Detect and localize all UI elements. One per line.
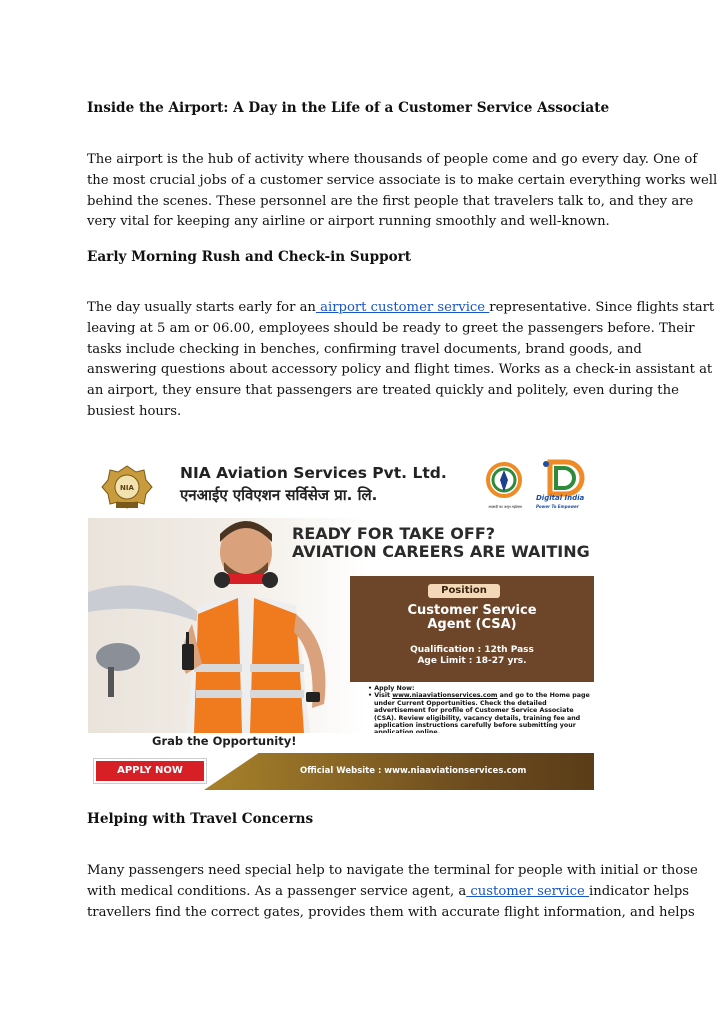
section1-line: busiest hours. (87, 403, 182, 419)
intro-line: behind the scenes. These personnel are the first people that travelers talk to, and they are (87, 193, 694, 209)
age-limit-text: Age Limit : 18-27 yrs. (417, 656, 527, 666)
application-instructions (368, 685, 590, 737)
company-name-en: NIA Aviation Services Pvt. Ltd. (180, 464, 447, 482)
headline-line-1: READY FOR TAKE OFF? (292, 524, 496, 543)
section1-line: an airport, they ensure that passengers are treated quickly and politely, even during the (87, 383, 679, 399)
text: with medical conditions. As a passenger service agent, a (87, 883, 467, 899)
intro-paragraph (87, 150, 718, 233)
intro-line: the most crucial jobs of a customer service associate is to make certain everything works well (87, 172, 718, 188)
section1-line: leaving at 5 am or 06.00, employees should be ready to greet the passengers before. Their (87, 320, 695, 336)
digital-india-tag: Power To Empower (536, 504, 579, 509)
position-badge: Position (428, 584, 500, 598)
intro-line: very vital for keeping any airline or airport running smoothly and well-known. (87, 214, 610, 230)
banner-headline (292, 525, 590, 561)
qualification-text: Qualification : 12th Pass (410, 645, 534, 655)
section1-line (87, 298, 715, 319)
text: indicator helps (589, 883, 690, 899)
section-heading-travel-concerns: Helping with Travel Concerns (87, 811, 314, 827)
instr-url: www.niaaviationservices.com (392, 692, 498, 700)
apply-now-heading: Apply Now: (374, 685, 415, 692)
instr-bullet-1: • Apply Now: (368, 685, 415, 692)
section2-line: Many passengers need special help to navigate the terminal for people with initial or those (87, 863, 698, 878)
customer-service-link[interactable]: customer service (466, 883, 589, 899)
text: The day usually starts early for an (87, 300, 316, 315)
section-heading-early-morning: Early Morning Rush and Check-in Support (87, 249, 412, 265)
grab-opportunity-text: Grab the Opportunity! (152, 734, 297, 748)
section2-paragraph (87, 861, 698, 923)
recruitment-banner (88, 452, 594, 790)
role-line-1: Customer Service (407, 603, 537, 618)
svg-text:NIA: NIA (120, 484, 134, 492)
section2-line: travellers find the correct gates, provides them with accurate flight information, and helps (87, 904, 695, 920)
instr-rest: and go to the Home page under Current Opportunities. Check the detailed advertisement for profile of Customer Service Associate (CSA). Review eligibility, vacancy details, training fee and application instructions carefully before submitting your (374, 692, 590, 730)
article-title: Inside the Airport: A Day in the Life of a Customer Service Associate (87, 100, 610, 116)
section1-line: answering questions about accessory policy and flight times. Works as a check-in assistant at (87, 362, 713, 378)
role-title (358, 604, 586, 632)
text: representative. Since flights start (489, 300, 715, 315)
digital-india-label: Digital India (536, 494, 585, 502)
role-line-2: Agent (CSA) (427, 617, 517, 632)
eligibility (358, 645, 586, 667)
nia-emblem-icon (100, 462, 154, 512)
amrit-caption: आज़ादी का अमृत महोत्सव (488, 505, 522, 509)
apply-now-button: APPLY NOW (94, 759, 206, 783)
instr-visit: Visit (374, 692, 393, 700)
airport-customer-service-link[interactable]: airport customer service (315, 300, 490, 315)
section1-line: tasks include checking in benches, confirming travel documents, brand goods, and (87, 341, 642, 357)
section2-line (87, 882, 690, 903)
official-website-text: Official Website : www.niaaviationservices.com (300, 766, 527, 776)
company-name-hi: एनआईए एविएशन सर्विसेज प्रा. लि. (180, 486, 378, 504)
digital-india-text (536, 494, 594, 510)
section1-paragraph (87, 298, 715, 423)
instr-bullet-2: • Visit www.niaaviationservices.com and go to the Home page under Current Opportunities. Check the detailed advertisement for profile of Customer Service Associate (CSA). Review eligibility, vacancy details, training fee and application instructions carefully before submitting your (368, 692, 590, 736)
headline-line-2: AVIATION CAREERS ARE WAITING (292, 542, 590, 561)
intro-line: The airport is the hub of activity where thousands of people come and go every day. One of (87, 152, 698, 167)
